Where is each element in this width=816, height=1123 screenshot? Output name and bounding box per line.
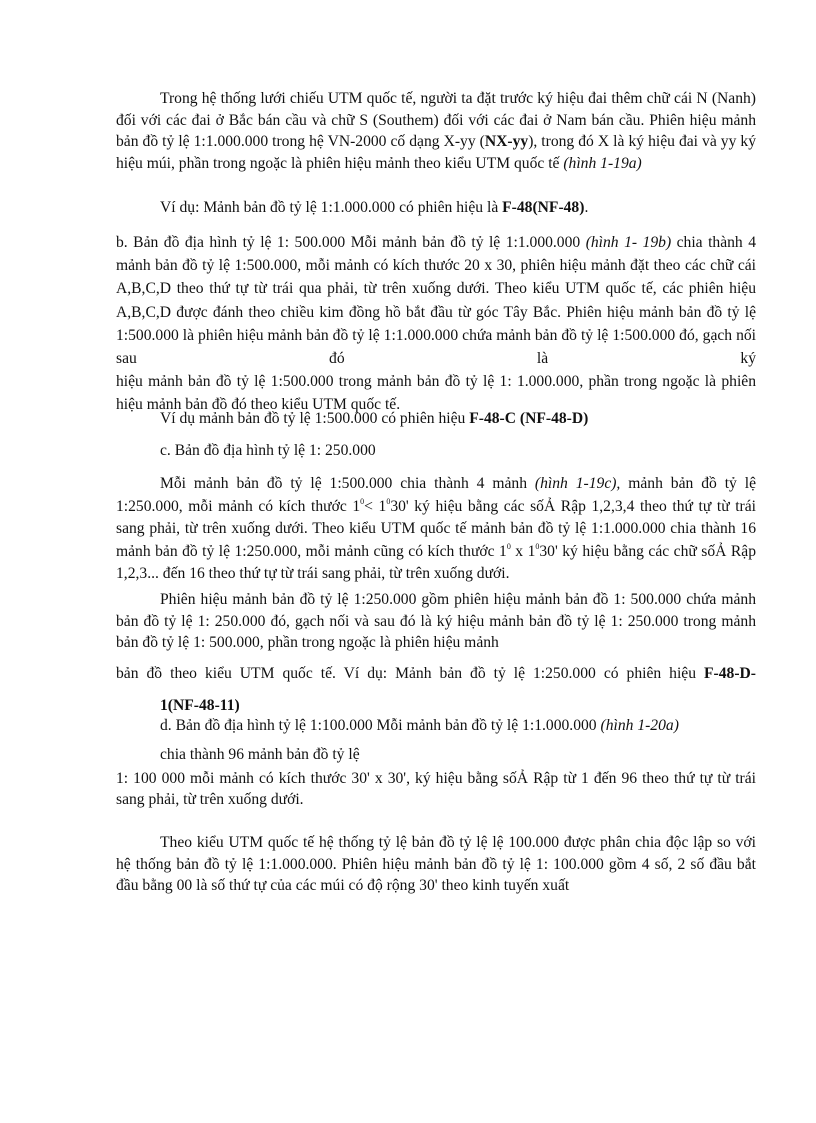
paragraph-example-500k: Ví dụ mảnh bản đồ tỷ lệ 1:500.000 có phiên hiệu F-48-C (NF-48-D) xyxy=(160,410,589,427)
figure-ref-1-19c: (hình 1-19c), xyxy=(534,475,621,492)
code-nf-48-11: 1(NF-48-11) xyxy=(160,697,240,714)
heading-100k: d. Bản đồ địa hình tỷ lệ 1:100.000 Mỗi mảnh bản đồ tỷ lệ 1:1.000.000 (hình 1-20a) xyxy=(160,717,679,734)
paragraph-250k-code: Phiên hiệu mảnh bản đồ tỷ lệ 1:250.000 gồm phiên hiệu mảnh bản đồ 1: 500.000 chứa mảnh bản đồ tỷ lệ 1: 250.000 đó, gạch nối và sau đó là ký hiệu mảnh bản đồ tỷ lệ 1: 250.000 trong mảnh bản đồ tỷ lệ 1: 500.000, phần trong ngoặc là phiên hiệu mảnh xyxy=(116,591,756,651)
paragraph-utm-intro: Trong hệ thống lưới chiếu UTM quốc tế, người ta đặt trước ký hiệu đai thêm chữ cái N (Nanh) đối với các đai ở Bắc bán cầu và chữ S (Southem) đối với các đai ở Nam bán cầu. Phiên hiệu mảnh bản đồ tỷ lệ 1:1.000.000 trong hệ VN-2000 cố dạng X-yy (NX-yy), trong đó X là ký hiệu đai và yy ký hiệu múi, phần trong ngoặc là phiên hiệu mảnh theo kiểu UTM quốc tế (hình 1-19a) xyxy=(116,90,757,172)
paragraph-100k-utm: Theo kiểu UTM quốc tế hệ thống tỷ lệ bản đồ tỷ lệ lệ 100.000 được phân chia độc lập so với hệ thống bản đồ tỷ lệ 1:1.000.000. Phiên hiệu mảnh bản đồ tỷ lệ 1: 100.000 gồm 4 số, 2 số đầu bắt đầu bằng 00 là số thứ tự của các múi có độ rộng 30' theo kinh tuyến xuất xyxy=(116,834,756,894)
code-f-48-d: F-48-D- xyxy=(704,665,756,682)
code-f-48: F-48(NF-48) xyxy=(502,199,585,216)
paragraph-100k: chia thành 96 mảnh bản đồ tỷ lệ 1: 100 000 mỗi mảnh có kích thước 30' x 30', ký hiệu bằng sốẢ Rập từ 1 đến 96 theo thứ tự từ trái sang phải, từ trên xuống dưới. xyxy=(116,746,756,808)
figure-ref-1-20a: (hình 1-20a) xyxy=(600,717,679,734)
paragraph-example-250k: bản đồ theo kiểu UTM quốc tế. Ví dụ: Mảnh bản đồ tỷ lệ 1:250.000 có phiên hiệu F-48-D- 1(NF-48-11) xyxy=(116,665,756,714)
code-f-48-c: F-48-C (NF-48-D) xyxy=(469,410,589,427)
figure-ref-1-19a: (hình 1-19a) xyxy=(563,154,642,172)
paragraph-500k: b. Bản đồ địa hình tỷ lệ 1: 500.000 Mỗi mảnh bản đồ tỷ lệ 1:1.000.000 (hình 1- 19b) chia thành 4 mảnh bản đồ tỷ lệ 1:500.000, mỗi mảnh có kích thước 20 x 30, phiên hiệu mảnh đặt theo các chữ cái A,B,C,D theo thứ tự từ trái qua phải, từ trên xuống dưới. Theo kiểu UTM quốc tế, các phiên hiệu A,B,C,D được đánh theo chiều kim đồng hồ bắt đầu từ góc Tây Bắc. Phiên hiệu mảnh bản đồ tỷ lệ 1:500.000 là phiên hiệu mảnh bản đồ tỷ lệ 1:1.000.000 chứa mảnh bản đồ tỷ lệ 1:500.000 đó, gạch nối sau đó là ký hiệu mảnh bản đồ tỷ lệ 1:500.000 trong mảnh bản đồ tỷ lệ 1: 1.000.000, phần trong ngoặc là phiên hiệu mảnh bản đồ đó theo kiểu UTM quốc tế. xyxy=(116,234,756,414)
figure-ref-1-19b: (hình 1- 19b) xyxy=(585,234,672,251)
paragraph-example-1m: Ví dụ: Mảnh bản đồ tỷ lệ 1:1.000.000 có phiên hiệu là F-48(NF-48). xyxy=(160,199,589,216)
paragraph-250k: Mỗi mảnh bản đồ tỷ lệ 1:500.000 chia thành 4 mảnh (hình 1-19c), mảnh bản đồ tỷ lệ 1:250.000, mỗi mảnh có kích thước $1^0< 1^030'$ ký hiệu bằng các sốẢ Rập 1,2,3,4 theo thứ tự từ trái sang phải, từ trên xuống dưới. Theo kiểu UTM quốc tế mảnh bản đồ tỷ lệ 1:1.000.000 chia thành 16 mảnh bản đồ tỷ lệ 1:250.000, mỗi mảnh cũng có kích thước $1^0$ x $1^030'$ ký hiệu bằng các chữ sốẢ Rập 1,2,3... đến 16 theo thứ tự từ trái sang phải, từ trên xuống dưới. xyxy=(116,475,757,582)
code-nx-yy: NX-yy xyxy=(484,133,529,150)
heading-250k: c. Bản đồ địa hình tỷ lệ 1: 250.000 xyxy=(160,442,376,459)
